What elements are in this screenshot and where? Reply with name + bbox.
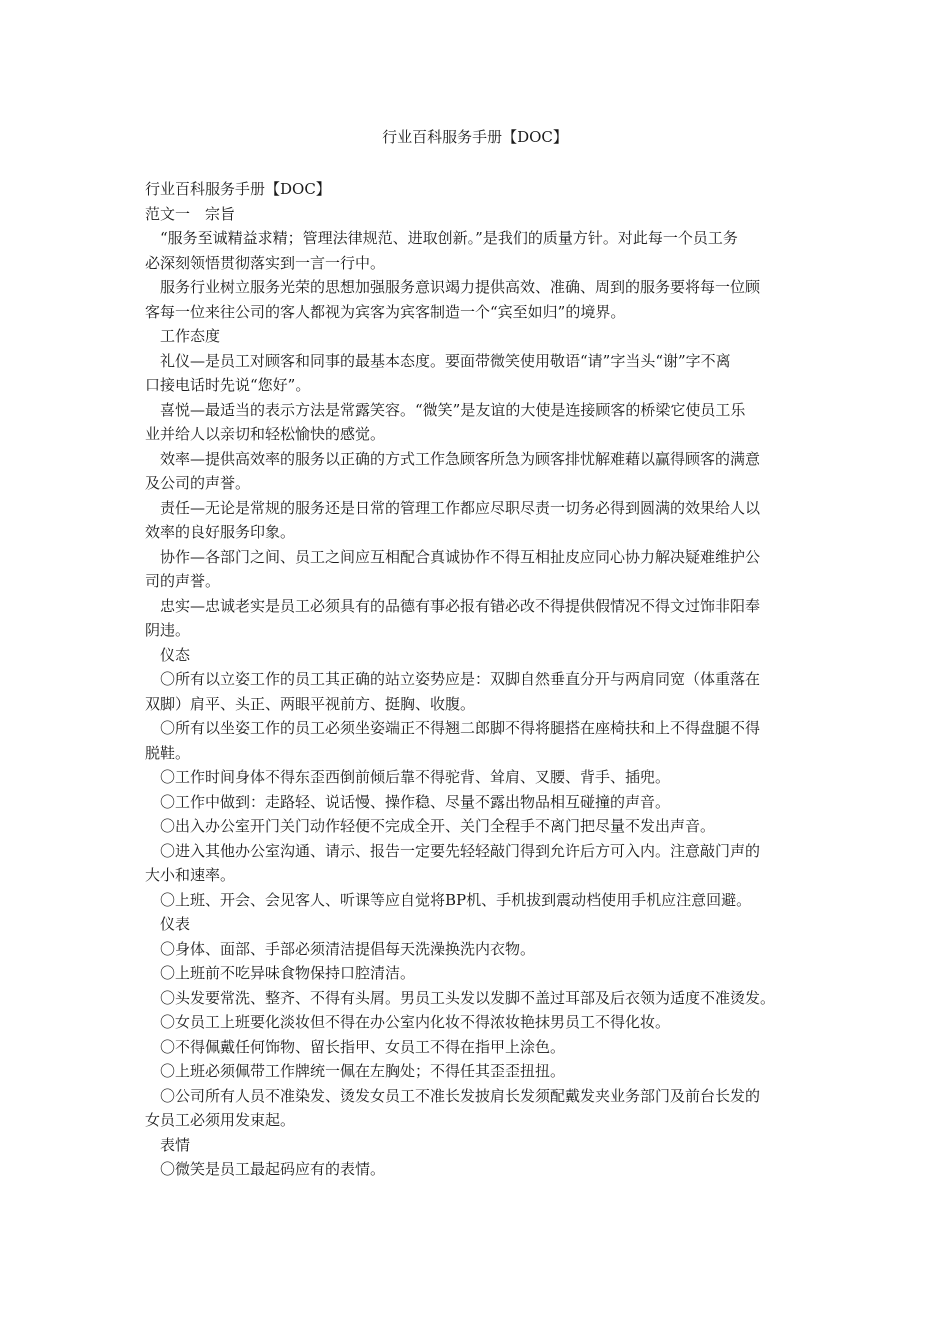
body-line: 〇工作时间身体不得东歪西倒前倾后靠不得驼背、耸肩、叉腰、背手、插兜。 — [160, 768, 671, 786]
body-line: 大小和速率。 — [145, 866, 236, 884]
body-line: 〇所有以立姿工作的员工其正确的站立姿势应是：双脚自然垂直分开与两肩同宽（体重落在 — [160, 670, 761, 688]
body-line: 〇公司所有人员不准染发、烫发女员工不准长发披肩长发须配戴发夹业务部门及前台长发的 — [160, 1086, 761, 1105]
body-line: 〇上班、开会、会见客人、听课等应自觉将BP机、手机拔到震动档使用手机应注意回避。 — [160, 890, 752, 909]
body-line: 〇上班前不吃异味食物保持口腔清洁。 — [160, 964, 416, 982]
body-line: 业并给人以亲切和轻松愉快的感觉。 — [145, 425, 386, 443]
body-line: 〇微笑是员工最起码应有的表情。 — [160, 1160, 386, 1178]
body-line: 女员工必须用发束起。 — [145, 1111, 296, 1129]
document-body — [145, 177, 825, 1182]
body-line: 责任—无论是常规的服务还是日常的管理工作都应尽职尽责一切务必得到圆满的效果给人以 — [160, 498, 761, 517]
body-line: 仪态 — [160, 645, 191, 664]
body-line: 范文一 宗旨 — [145, 204, 236, 223]
body-line: 协作—各部门之间、员工之间应互相配合真诚协作不得互相扯皮应同心协力解决疑难维护公 — [160, 547, 761, 566]
body-line: 必深刻领悟贯彻落实到一言一行中。 — [145, 253, 386, 272]
body-line: 口接电话时先说“您好”。 — [145, 376, 311, 394]
body-line: 双脚）肩平、头正、两眼平视前方、挺胸、收腹。 — [145, 694, 476, 713]
body-line: 〇进入其他办公室沟通、请示、报告一定要先轻轻敲门得到允许后方可入内。注意敲门声的 — [160, 841, 761, 860]
body-line: 效率—提供高效率的服务以正确的方式工作急顾客所急为顾客排忧解难藉以赢得顾客的满意 — [160, 449, 761, 468]
body-line: 〇女员工上班要化淡妆但不得在办公室内化妆不得浓妆艳抹男员工不得化妆。 — [160, 1013, 671, 1031]
body-line: 〇出入办公室开门关门动作轻便不完成全开、关门全程手不离门把尽量不发出声音。 — [160, 817, 716, 835]
body-line: 工作态度 — [160, 327, 221, 345]
body-line: 礼仪—是员工对顾客和同事的最基本态度。要面带微笑使用敬语“请”字当头“谢”字不离 — [160, 351, 731, 370]
body-line: 喜悦—最适当的表示方法是常露笑容。“微笑”是友谊的大使是连接顾客的桥梁它使员工乐 — [160, 400, 746, 419]
body-line: 表情 — [160, 1135, 191, 1154]
body-line: 仪表 — [160, 915, 191, 933]
document-title: 行业百科服务手册【DOC】 — [382, 128, 568, 146]
body-line: 及公司的声誉。 — [145, 474, 251, 492]
body-line: 脱鞋。 — [145, 743, 191, 762]
body-line: 〇工作中做到：走路轻、说话慢、操作稳、尽量不露出物品相互碰撞的声音。 — [160, 792, 671, 811]
body-line: 司的声誉。 — [145, 572, 221, 590]
body-line: 客每一位来往公司的客人都视为宾客为宾客制造一个“宾至如归”的境界。 — [145, 302, 626, 321]
body-line: 〇上班必须佩带工作牌统一佩在左胸处；不得任其歪歪扭扭。 — [160, 1062, 566, 1080]
body-line: 阴违。 — [145, 621, 191, 639]
body-line: 〇不得佩戴任何饰物、留长指甲、女员工不得在指甲上涂色。 — [160, 1037, 566, 1056]
body-line: 〇头发要常洗、整齐、不得有头屑。男员工头发以发脚不盖过耳部及后衣领为适度不准烫发。 — [160, 988, 776, 1007]
body-line: 〇所有以坐姿工作的员工必须坐姿端正不得翘二郎脚不得将腿搭在座椅扶和上不得盘腿不得 — [160, 719, 761, 737]
body-line: 〇身体、面部、手部必须清洁提倡每天洗澡换洗内衣物。 — [160, 939, 536, 958]
body-line: “服务至诚精益求精；管理法律规范、进取创新。”是我们的质量方针。对此每一个员工务 — [160, 229, 738, 247]
body-line: 服务行业树立服务光荣的思想加强服务意识竭力提供高效、准确、周到的服务要将每一位顾 — [160, 278, 761, 296]
body-line: 忠实—忠诚老实是员工必须具有的品德有事必报有错必改不得提供假情况不得文过饰非阳奉 — [160, 596, 761, 615]
body-line: 行业百科服务手册【DOC】 — [145, 180, 331, 198]
body-line: 效率的良好服务印象。 — [145, 523, 296, 541]
